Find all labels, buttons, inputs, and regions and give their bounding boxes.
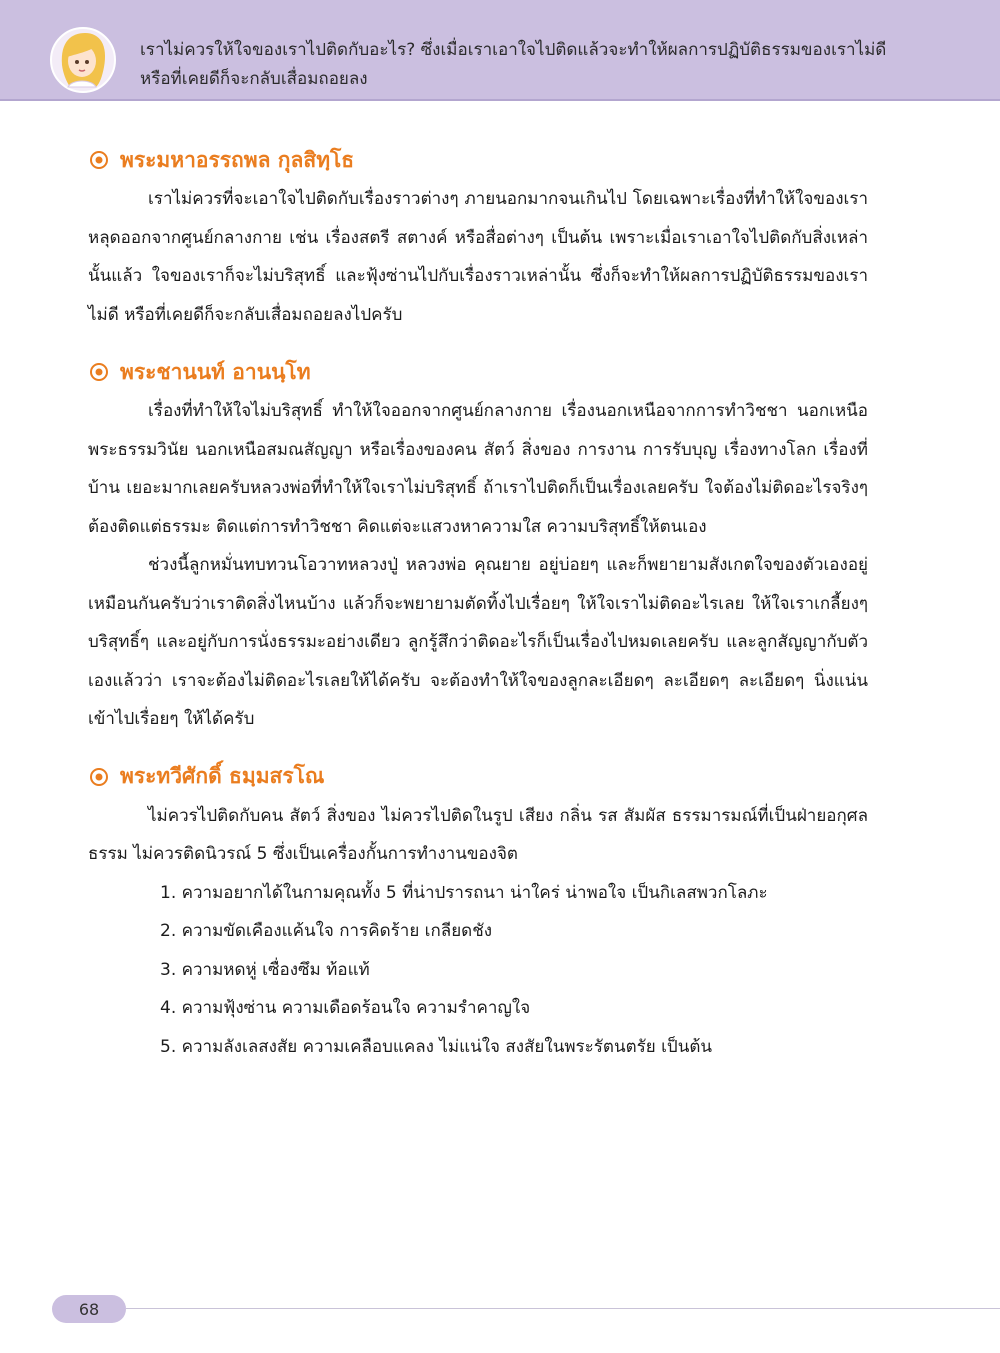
section-title [88,757,868,797]
list-item: 5. ความลังเลสงสัย ความเคลือบแคลง ไม่แน่ใจ สงสัยในพระรัตนตรัย เป็นต้น [160,1036,712,1057]
list-item: 3. ความหดหู่ เซื่องซึม ท้อแท้ [160,959,370,980]
section-3 [88,757,868,1067]
circle-bullet-icon [88,766,110,788]
cartoon-girl-avatar-icon [50,27,116,93]
circle-bullet-icon [88,149,110,171]
section-title-text: พระทวีศักดิ์ ธมฺมสรโณ [120,764,325,788]
section-title-text: พระมหาอรรถพล กุลสิทฺโธ [120,147,355,172]
header-line-1: เราไม่ควรให้ใจของเราไปติดกับอะไร? ซึ่งเมื่อเราเอาใจไปติดแล้วจะทำให้ผลการปฏิบัติธรรมของเราไม่ดี [140,40,887,60]
paragraph: ไม่ควรไปติดกับคน สัตว์ สิ่งของ ไม่ควรไปติดในรูป เสียง กลิ่น รส สัมผัส ธรรมารมณ์ที่เป็นฝ่ายอกุศลธรรม ไม่ควรติดนิวรณ์ 5 ซึ่งเป็นเครื่องกั้นการทำงานของจิต [88,805,868,864]
circle-bullet-icon [88,361,110,383]
page-content [88,140,868,1084]
section-1 [88,140,868,334]
section-title [88,352,868,392]
page-header [0,0,1000,101]
list-item: 4. ความฟุ้งซ่าน ความเดือดร้อนใจ ความรำคาญใจ [160,998,531,1018]
footer-divider [126,1308,1000,1309]
paragraph: ช่วงนี้ลูกหมั่นทบทวนโอวาทหลวงปู่ หลวงพ่อ คุณยาย อยู่บ่อยๆ และก็พยายามสังเกตใจของตัวเองอยู่เหมือนกันครับว่าเราติดสิ่งไหนบ้าง แล้วก็จะพยายามตัดทิ้งไปเรื่อยๆ ให้ใจเราไม่ติดอะไรเลย ให้ใจเราเกลี้ยงๆ บริสุทธิ์ๆ และอยู่กับการนั่งธรรมะอย่างเดียว ลูกรู้สึกว่าติดอะไรก็เป็นเรื่องไปหมดเลยครับ และลูกสัญญากับตัวเองแล้วว่า เราจะต้องไม่ติดอะไรเลยให้ได้ครับ จะต้องทำให้ใจของลูกละเอียดๆ ละเอียดๆ ละเอียดๆ นิ่งแน่นเข้าไปเรื่อยๆ ให้ได้ครับ [88,555,868,729]
paragraph: เราไม่ควรที่จะเอาใจไปติดกับเรื่องราวต่างๆ ภายนอกมากจนเกินไป โดยเฉพาะเรื่องที่ทำให้ใจของเราหลุดออกจากศูนย์กลางกาย เช่น เรื่องสตรี สตางค์ หรือสื่อต่างๆ เป็นต้น เพราะเมื่อเราเอาใจไปติดกับสิ่งเหล่านั้นแล้ว ใจของเราก็จะไม่บริสุทธิ์ และฟุ้งซ่านไปกับเรื่องราวเหล่านั้น ซึ่งก็จะทำให้ผลการปฏิบัติธรรมของเราไม่ดี หรือที่เคยดีก็จะกลับเสื่อมถอยลงไปครับ [88,189,868,325]
list-item: 2. ความขัดเคืองแค้นใจ การคิดร้าย เกลียดชัง [160,921,493,941]
header-line-2: หรือที่เคยดีก็จะกลับเสื่อมถอยลง [140,69,368,89]
section-title-text: พระชานนท์ อานนฺโท [120,359,311,384]
section-title [88,140,868,180]
page-number: 68 [52,1295,126,1323]
section-2 [88,352,868,739]
header-text [140,36,990,94]
hindrances-list [88,874,868,1067]
list-item: 1. ความอยากได้ในกามคุณทั้ง 5 ที่น่าปรารถนา น่าใคร่ น่าพอใจ เป็นกิเลสพวกโลภะ [160,882,768,903]
paragraph: เรื่องที่ทำให้ใจไม่บริสุทธิ์ ทำให้ใจออกจากศูนย์กลางกาย เรื่องนอกเหนือจากการทำวิชชา นอกเหนือพระธรรมวินัย นอกเหนือสมณสัญญา หรือเรื่องของคน สัตว์ สิ่งของ การงาน การรับบุญ เรื่องทางโลก เรื่องที่บ้าน เยอะมากเลยครับหลวงพ่อที่ทำให้ใจเราไม่บริสุทธิ์ ถ้าเราไปติดก็เป็นเรื่องเลยครับ ใจต้องไม่ติดอะไรจริงๆ ต้องติดแต่ธรรมะ ติดแต่การทำวิชชา คิดแต่จะแสวงหาความใส ความบริสุทธิ์ให้ตนเอง [88,401,868,537]
